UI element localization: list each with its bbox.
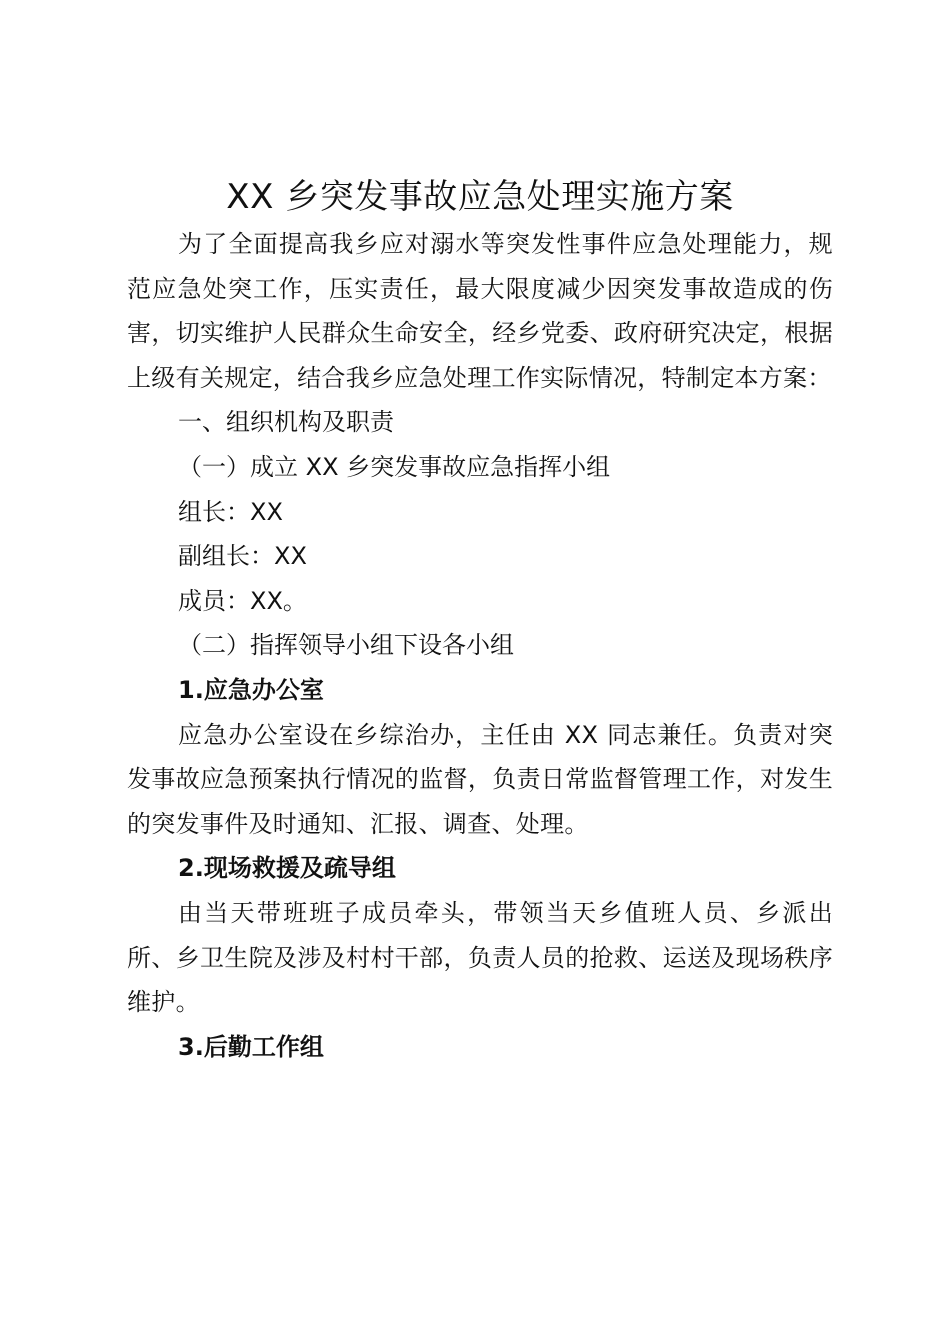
intro-paragraph: 为了全面提高我乡应对溺水等突发性事件应急处理能力，规范应急处突工作，压实责任，最大限度减少因突发事故造成的伤害，切实维护人民群众生命安全，经乡党委、政府研究决定，根据上级有关规定，结合我乡应急处理工作实际情况，特制定本方案： [127,230,833,392]
subsection-heading-subgroups: （二）指挥领导小组下设各小组 [178,631,514,660]
deputy-leader-line: 副组长：XX [178,542,307,571]
leader-line: 组长：XX [178,497,283,526]
group-heading-rescue: 2.现场救援及疏导组 [178,854,396,883]
document-body [127,172,833,1069]
subsection-heading-command-group: （一）成立 XX 乡突发事故应急指挥小组 [178,452,611,481]
section-heading-organization: 一、组织机构及职责 [178,408,394,437]
members-line: 成员：XX。 [178,586,307,615]
emergency-office-paragraph: 应急办公室设在乡综治办，主任由 XX 同志兼任。负责对突发事故应急预案执行情况的监督，负责日常监督管理工作，对发生的突发事件及时通知、汇报、调查、处理。 [127,720,833,838]
group-heading-logistics: 3.后勤工作组 [178,1032,324,1061]
group-heading-emergency-office: 1.应急办公室 [178,675,324,704]
document-title: XX 乡突发事故应急处理实施方案 [226,177,734,217]
rescue-paragraph: 由当天带班班子成员牵头，带领当天乡值班人员、乡派出所、乡卫生院及涉及村村干部，负责人员的抢救、运送及现场秩序维护。 [127,898,833,1017]
